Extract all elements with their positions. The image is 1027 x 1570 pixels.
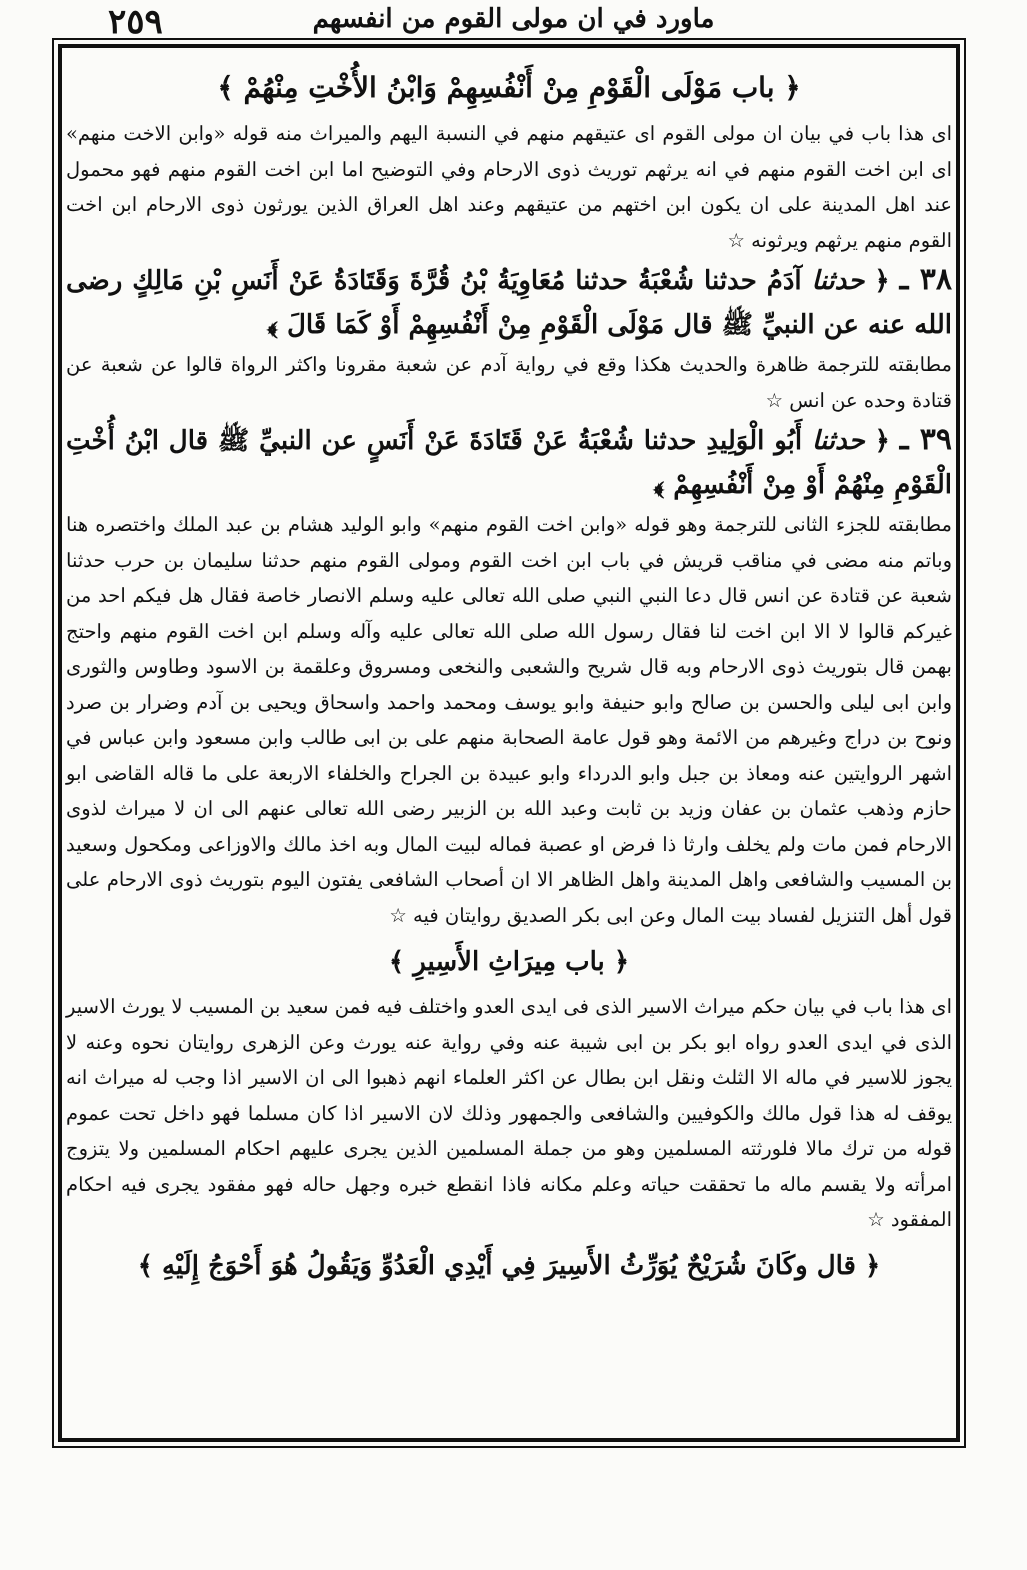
- hadith-39-commentary: مطابقته للجزء الثانى للترجمة وهو قوله «وابن اخت القوم منهم» وابو الوليد هشام بن عبد الملك واختصره هنا وباتم منه مضى في مناقب قريش في باب ابن اخت القوم ومولى القوم منهم حدثنا سليمان بن حرب حدثنا شعبة عن قتادة عن انس قال دعا النبي النبي صلى الله تعالى عليه وسلم الانصار خاصة فقال هل فيكم احد من غيركم قالوا لا الا ابن اخت لنا فقال رسول الله صلى الله تعالى عليه وآله وسلم ابن اخت القوم منهم واحتج بهمن قال بتوريث ذوى الارحام وبه قال شريح والشعبى والنخعى ومسروق وعلقمة بن الاسود وطاوس والثورى وابن ابى ليلى والحسن بن صالح وابو حنيفة وابو يوسف ومحمد واحمد واسحاق ويحيى بن آدم وضرار بن صرد ونوح بن دراج وغيرهم من الائمة وهو قول عامة الصحابة منهم على بن ابى طالب وابن مسعود وابن عباس في اشهر الروايتين عنه ومعاذ بن جبل وابو الدرداء وابو عبيدة بن الجراح والخلفاء الاربعة على ما قاله القاضى ابو حازم وذهب عثمان بن عفان وزيد بن ثابت وعبد الله بن الزبير رضى الله تعالى عنهم الى ان لا ميراث لذوى الارحام فمن مات ولم يخلف وارثا ذا فرض او عصبة فماله لبيت المال وبه اخذ مالك والاوزاعى ومكحول وسعيد بن المسيب والشافعى واهل المدينة واهل الظاهر الا ان أصحاب الشافعى يفتون اليوم بتوريث ذوى الارحام على قول أهل التنزيل لفساد بيت المال وعن ابى بكر الصديق روايتان فيه ☆: [66, 513, 952, 927]
- hadith-text: آدَمُ حدثنا شُعْبَةُ حدثنا مُعَاوِيَةُ بْنُ قُرَّةَ وَقَتَادَةُ عَنْ أَنَسِ بْنِ مَالِكٍ رضى الله عنه عن النبيِّ ﷺ قال مَوْلَى الْقَوْمِ مِنْ أَنْفُسِهِمْ أَوْ كَمَا قَالَ ﴾: [66, 266, 952, 340]
- chapter-commentary: اى هذا باب في بيان ان مولى القوم اى عتيقهم منهم في النسبة اليهم والميراث منه قوله «وابن الاخت منهم» اى ابن اخت القوم منهم في انه يرثهم توريث ذوى الارحام وفي التوضيح اما ابن اخت القوم منهم فهو محمول عند اهل المدينة على ان يكون ابن اختهم من عتيقهم وعند اهل العراق الذين يورثون ذوى الارحام ابن اخت القوم منهم يرثهم ويرثونه ☆: [66, 122, 952, 252]
- page-number: ٢٥٩: [108, 2, 163, 42]
- hadith-number: ٣٨ ـ: [899, 262, 952, 297]
- chapter-title: ﴿ باب مِيرَاثِ الأَسِيرِ ﴾: [388, 947, 630, 977]
- bracket-open: ﴿: [874, 426, 890, 456]
- hadith-39: [66, 418, 952, 507]
- bracket-open: ﴿: [874, 266, 890, 296]
- page-content: [66, 60, 952, 1290]
- hadith-number: ٣٩ ـ: [899, 422, 952, 457]
- haddatha-marker: حدثنا: [812, 426, 865, 456]
- closing-quote: ﴿ قال وكَانَ شُرَيْحٌ يُوَرِّثُ الأَسِيرَ فِي أَيْدِي الْعَدُوِّ وَيَقُولُ هُوَ أَحْوَجُ إِلَيْهِ ﴾: [137, 1250, 881, 1281]
- haddatha-marker: حدثنا: [811, 266, 865, 296]
- chapter-commentary: اى هذا باب في بيان حكم ميراث الاسير الذى فى ايدى العدو واختلف فيه فمن سعيد بن المسيب لا يورث الاسير الذى في ايدى العدو رواه ابو بكر بن ابى شيبة عنه وفي رواية عنه يورث وعن الزهرى روايتان نحوه وعنه لا يجوز للاسير في ماله الا الثلث ونقل ابن بطال عن اكثر العلماء انهم ذهبوا الى ان الاسير اذا وجب له ميراث انه يوقف له هذا قول مالك والكوفيين والشافعى والجمهور وذلك لان الاسير اذا كان مسلما فهو داخل تحت عموم قوله من ترك مالا فلورثته المسلمين وهو من جملة المسلمين الذين يجرى عليهم احكام المسلمين ولا يتزوج امرأته ولا يقسم ماله ما تحققت حياته وعلم مكانه فاذا انقطع خبره وجهل حاله فهو مفقود يجرى فيه احكام المفقود ☆: [66, 995, 952, 1231]
- hadith-38: [66, 258, 952, 347]
- hadith-text: أَبُو الْوَلِيدِ حدثنا شُعْبَةُ عَنْ قَتَادَةَ عَنْ أَنَسٍ عن النبيِّ ﷺ قال ابْنُ أُخْتِ الْقَوْمِ مِنْهُمْ أَوْ مِنْ أَنْفُسِهِمْ ﴾: [66, 426, 952, 500]
- chapter-title: ﴿ باب مَوْلَى الْقَوْمِ مِنْ أَنْفُسِهِمْ وَابْنُ الأُخْتِ مِنْهُمْ ﴾: [217, 71, 801, 104]
- hadith-38-commentary: مطابقته للترجمة ظاهرة والحديث هكذا وقع في رواية آدم عن شعبة مقرونا واكثر الرواة قالوا عن شعبة عن قتادة وحده عن انس ☆: [66, 353, 952, 412]
- running-header: ماورد في ان مولى القوم من انفسهم: [312, 4, 715, 34]
